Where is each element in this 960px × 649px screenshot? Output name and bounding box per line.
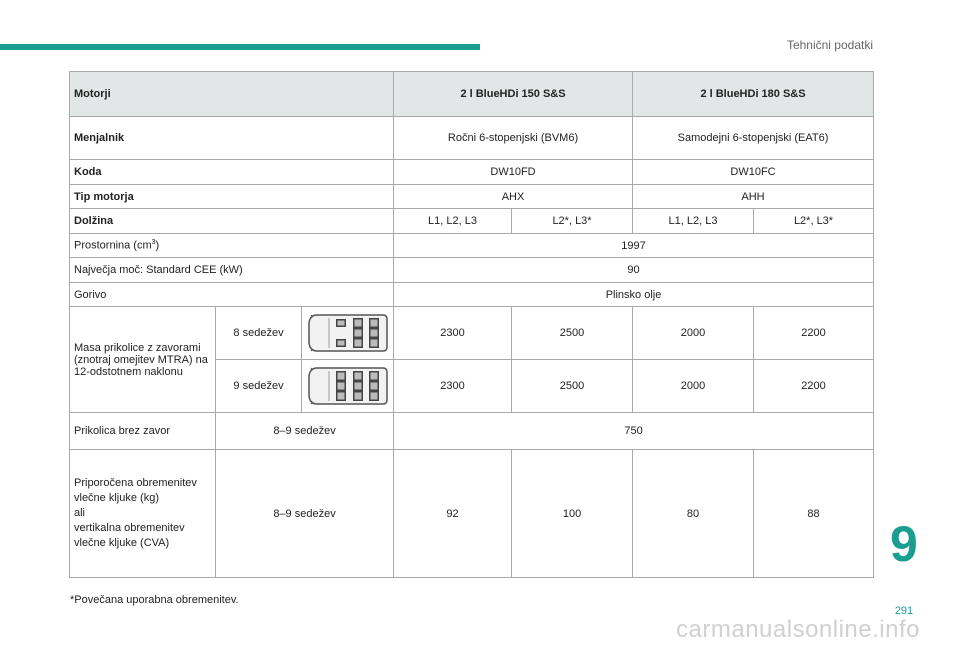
towball-load-label-line: vlečne kljuke (CVA)	[74, 537, 170, 549]
towball-load-value: 80	[633, 450, 754, 578]
braked-trailer-value: 2000	[633, 307, 754, 360]
engine-type-row	[70, 185, 874, 209]
fuel-label: Gorivo	[70, 283, 394, 307]
van-9-seats-icon	[302, 360, 394, 413]
code-row	[70, 160, 874, 185]
braked-trailer-row-8-seats	[70, 307, 874, 360]
watermark: carmanualsonline.info	[676, 616, 920, 643]
gearbox-engine-1: Ročni 6-stopenjski (BVM6)	[394, 117, 633, 160]
unbraked-trailer-value: 750	[394, 413, 874, 450]
van-8-seats-icon	[302, 307, 394, 360]
code-engine-2: DW10FC	[633, 160, 874, 185]
towball-load-row	[70, 450, 874, 578]
displacement-row	[70, 234, 874, 258]
section-title: Tehnični podatki	[786, 38, 873, 52]
displacement-label-prefix: Prostornina (cm	[74, 239, 152, 252]
technical-data-table	[69, 71, 874, 578]
braked-trailer-value: 2500	[512, 307, 633, 360]
displacement-label-suffix: )	[155, 239, 160, 252]
towball-load-seats: 8–9 sedežev	[216, 450, 394, 578]
towball-load-value: 92	[394, 450, 512, 578]
length-value: L2*, L3*	[754, 209, 874, 234]
towball-load-label-line: Priporočena obremenitev	[74, 477, 197, 489]
engine-1-header: 2 l BlueHDi 150 S&S	[394, 72, 633, 117]
table-header-row	[70, 72, 874, 117]
braked-trailer-value: 2200	[754, 360, 874, 413]
length-label: Dolžina	[70, 209, 394, 234]
braked-trailer-value: 2200	[754, 307, 874, 360]
braked-trailer-value: 2300	[394, 307, 512, 360]
code-engine-1: DW10FD	[394, 160, 633, 185]
gearbox-engine-2: Samodejni 6-stopenjski (EAT6)	[633, 117, 874, 160]
length-value: L2*, L3*	[512, 209, 633, 234]
towball-load-label-line: vertikalna obremenitev	[74, 522, 185, 534]
code-label: Koda	[70, 160, 394, 185]
braked-trailer-value: 2300	[394, 360, 512, 413]
seats-label: 9 sedežev	[216, 360, 302, 413]
max-power-value: 90	[394, 258, 874, 283]
seats-label: 8 sedežev	[216, 307, 302, 360]
page-number: 291	[894, 605, 914, 617]
gearbox-label: Menjalnik	[70, 117, 394, 160]
header-accent-bar	[0, 44, 480, 50]
towball-load-value: 88	[754, 450, 874, 578]
engines-header-label: Motorji	[70, 72, 394, 117]
engine-type-engine-1: AHX	[394, 185, 633, 209]
chapter-number: 9	[890, 516, 918, 572]
footnote: *Povečana uporabna obremenitev.	[70, 594, 239, 606]
displacement-label	[70, 234, 394, 258]
towball-load-label	[70, 450, 216, 578]
braked-trailer-value: 2500	[512, 360, 633, 413]
max-power-label: Največja moč: Standard CEE (kW)	[70, 258, 394, 283]
braked-trailer-label: Masa prikolice z zavorami (znotraj omejitev MTRA) na 12-odstotnem naklonu	[70, 307, 216, 413]
fuel-row	[70, 283, 874, 307]
towball-load-label-line: vlečne kljuke (kg)	[74, 492, 159, 504]
displacement-value: 1997	[394, 234, 874, 258]
engine-type-label: Tip motorja	[70, 185, 394, 209]
length-value: L1, L2, L3	[394, 209, 512, 234]
towball-load-value: 100	[512, 450, 633, 578]
length-value: L1, L2, L3	[633, 209, 754, 234]
engine-2-header: 2 l BlueHDi 180 S&S	[633, 72, 874, 117]
max-power-row	[70, 258, 874, 283]
towball-load-label-line: ali	[74, 507, 86, 519]
fuel-value: Plinsko olje	[394, 283, 874, 307]
braked-trailer-value: 2000	[633, 360, 754, 413]
unbraked-trailer-label: Prikolica brez zavor	[70, 413, 216, 450]
gearbox-row	[70, 117, 874, 160]
unbraked-trailer-row	[70, 413, 874, 450]
engine-type-engine-2: AHH	[633, 185, 874, 209]
displacement-label-superscript: 3	[151, 239, 156, 247]
unbraked-trailer-seats: 8–9 sedežev	[216, 413, 394, 450]
length-row	[70, 209, 874, 234]
